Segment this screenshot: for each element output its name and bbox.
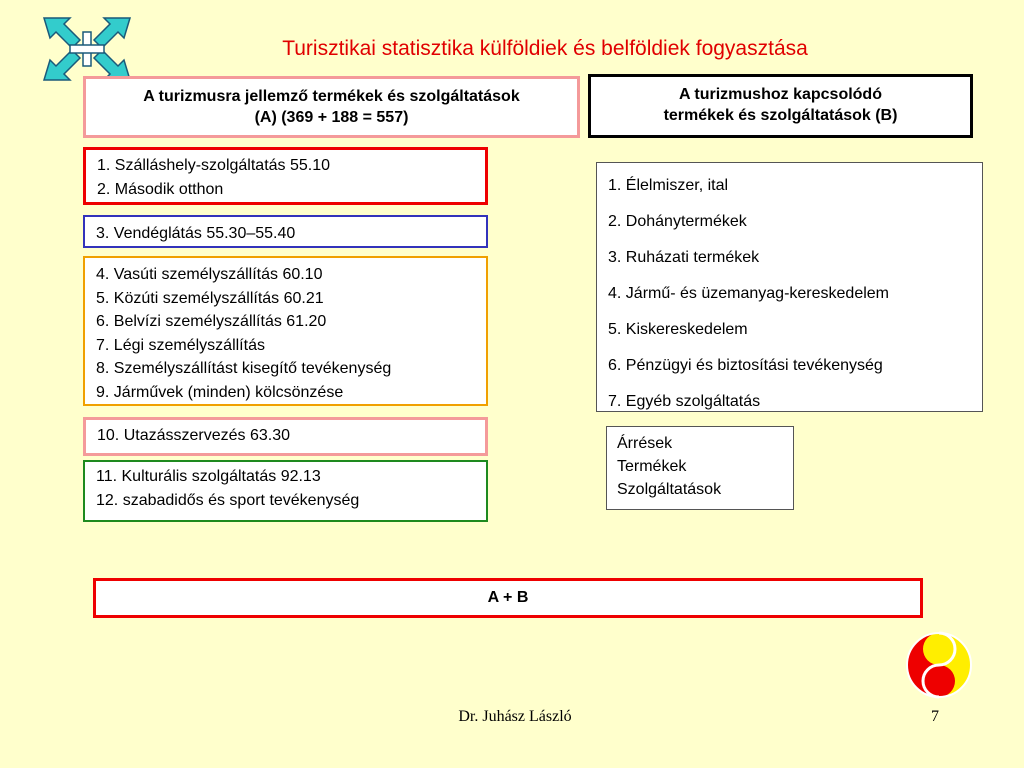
list-item: 5. Közúti személyszállítás 60.21 [96,289,324,307]
sum-box: A + B [93,578,923,618]
group-culture-box [83,460,488,522]
list-item: Szolgáltatások [617,481,722,498]
list-item: 6. Pénzügyi és biztosítási tevékenység [608,357,883,374]
group-travel-agency-box [83,417,488,456]
list-item: 9. Járművek (minden) kölcsönzése [96,383,344,401]
list-item: Termékek [617,458,687,475]
slide-title: Turisztikai statisztika külföldiek és belföldiek fogyasztása [282,37,808,60]
list-item: Árrések [617,435,673,452]
footer-author: Dr. Juhász László [458,708,572,725]
list-item: 1. Szálláshely-szolgáltatás 55.10 [97,157,331,174]
group-accommodation-box [83,147,488,205]
list-item: 7. Légi személyszállítás [96,336,265,354]
margins-box [606,426,794,510]
header-b-box [588,74,973,138]
list-item: 7. Egyéb szolgáltatás [608,393,761,410]
list-item: 11. Kulturális szolgáltatás 92.13 [96,468,321,485]
related-products-box [596,162,983,412]
list-item: 10. Utazásszervezés 63.30 [97,427,290,444]
header-a-box [83,76,580,138]
list-item: 3. Ruházati termékek [608,249,760,266]
list-item: 8. Személyszállítást kisegítő tevékenység [96,360,392,377]
list-item: 2. Második otthon [97,180,224,198]
group-transport-box [83,256,488,406]
list-item: 4. Vasúti személyszállítás 60.10 [96,266,323,283]
header-b-line1: A turizmushoz kapcsolódó [679,86,882,103]
header-a-line2: (A) (369 + 188 = 557) [254,109,409,126]
list-item: 12. szabadidős és sport tevékenység [96,491,360,509]
header-b-line2: termékek és szolgáltatások (B) [663,107,898,124]
list-item: 3. Vendéglátás 55.30–55.40 [96,225,296,242]
yin-yang-icon [905,631,973,699]
list-item: 5. Kiskereskedelem [608,321,748,338]
group-catering-box [83,215,488,248]
page-number: 7 [931,708,939,725]
list-item: 4. Jármű- és üzemanyag-kereskedelem [608,285,890,302]
list-item: 6. Belvízi személyszállítás 61.20 [96,313,327,330]
list-item: 2. Dohánytermékek [608,213,747,230]
list-item: 1. Élelmiszer, ital [608,177,729,194]
four-arrows-cross-icon [40,14,134,84]
header-a-line1: A turizmusra jellemző termékek és szolgáltatások [143,88,520,105]
